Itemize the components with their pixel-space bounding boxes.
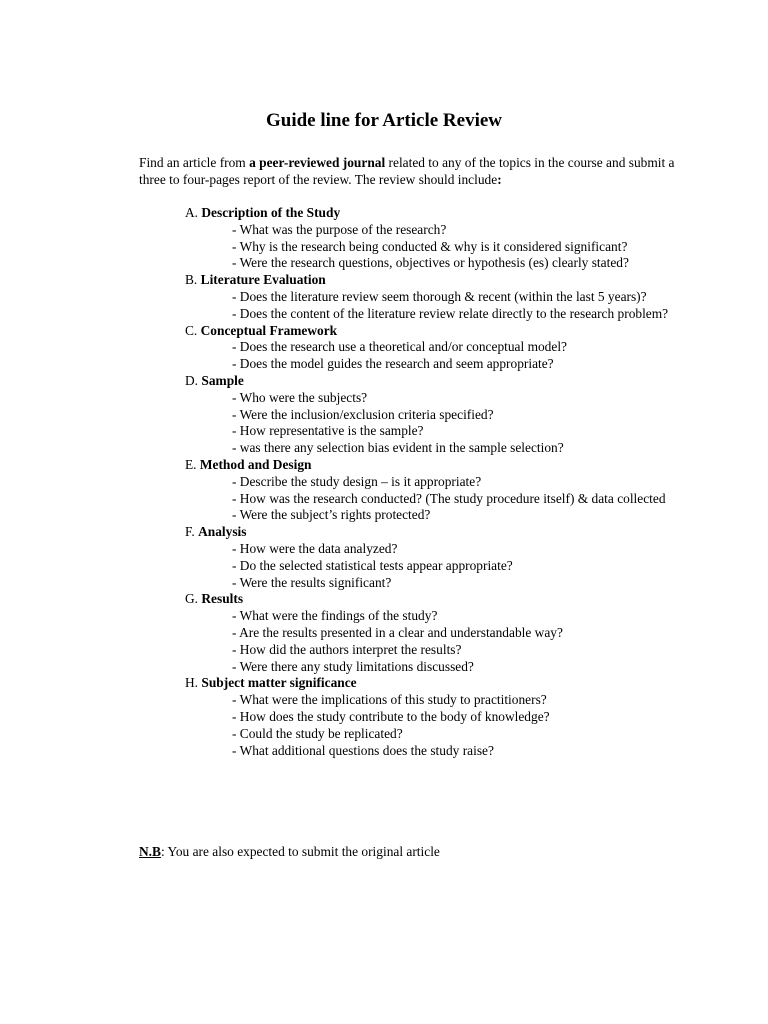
section-letter: H. [185, 675, 199, 691]
section-letter: B. [185, 272, 198, 288]
section-letter: A. [185, 205, 199, 220]
section-heading [185, 591, 675, 608]
review-question: - Were the results significant? [232, 574, 392, 590]
section-heading [185, 323, 675, 340]
review-question: - How representative is the sample? [232, 423, 424, 439]
review-question: - Were the subject’s rights protected? [232, 507, 431, 523]
section-title: Results [201, 591, 244, 607]
review-question: - Do the selected statistical tests appear appropriate? [232, 557, 513, 573]
intro-text-start: Find an article from [139, 155, 250, 170]
intro-paragraph [139, 154, 675, 188]
review-question: - What was the purpose of the research? [232, 221, 447, 237]
section-letter: G. [185, 591, 199, 607]
section-title: Literature Evaluation [200, 272, 326, 288]
section-heading [185, 457, 675, 474]
review-question: - Does the literature review seem thorough & recent (within the last 5 years)? [232, 288, 647, 304]
section-letter: E. [185, 456, 197, 472]
section-heading [185, 373, 675, 390]
section-heading [185, 524, 675, 541]
review-question: - Does the research use a theoretical and/or conceptual model? [232, 339, 567, 355]
intro-colon: : [497, 172, 502, 187]
section-title: Subject matter significance [201, 675, 357, 691]
review-question: - Are the results presented in a clear and understandable way? [232, 624, 563, 640]
section-letter: C. [185, 322, 198, 338]
review-question: - Why is the research being conducted & why is it considered significant? [232, 238, 628, 254]
note-text: : You are also expected to submit the original article [160, 844, 440, 859]
review-question: - What were the findings of the study? [232, 608, 438, 624]
review-question: - What additional questions does the study raise? [232, 742, 494, 758]
section-heading [185, 272, 675, 289]
section-letter: D. [185, 372, 199, 388]
review-question: - How did the authors interpret the results? [232, 641, 462, 657]
section-heading [185, 675, 675, 692]
review-question: - was there any selection bias evident in the sample selection? [232, 440, 564, 456]
section-heading [185, 205, 675, 222]
review-question: - Describe the study design – is it appropriate? [232, 473, 482, 489]
section-title: Analysis [198, 524, 247, 540]
page-title: Guide line for Article Review [265, 110, 503, 131]
review-question: - Could the study be replicated? [232, 725, 403, 741]
review-question: - What were the implications of this study to practitioners? [232, 692, 547, 708]
section-title: Conceptual Framework [200, 322, 338, 338]
review-question: - Were there any study limitations discussed? [232, 658, 474, 674]
review-question: - Were the inclusion/exclusion criteria specified? [232, 406, 494, 422]
review-question: - Who were the subjects? [232, 389, 368, 405]
note [139, 843, 440, 860]
review-question: - Does the model guides the research and seem appropriate? [232, 356, 554, 372]
note-label: N.B [139, 844, 161, 859]
review-sections [185, 205, 675, 759]
intro-text-end: related to any of the topics in the course and submit a three to four-pages report of the review. The review should include [139, 155, 675, 187]
review-question: - How was the research conducted? (The study procedure itself) & data collected [232, 490, 666, 506]
section-title: Method and Design [199, 456, 312, 472]
review-question: - How does the study contribute to the body of knowledge? [232, 708, 550, 724]
section-title: Description of the Study [201, 205, 341, 220]
review-question: - Were the research questions, objectives or hypothesis (es) clearly stated? [232, 255, 629, 271]
review-question: - Does the content of the literature review relate directly to the research problem? [232, 305, 669, 321]
section-letter: F. [185, 524, 195, 540]
review-question: - How were the data analyzed? [232, 540, 398, 556]
section-title: Sample [201, 372, 244, 388]
intro-emphasis: a peer-reviewed journal [249, 155, 386, 170]
